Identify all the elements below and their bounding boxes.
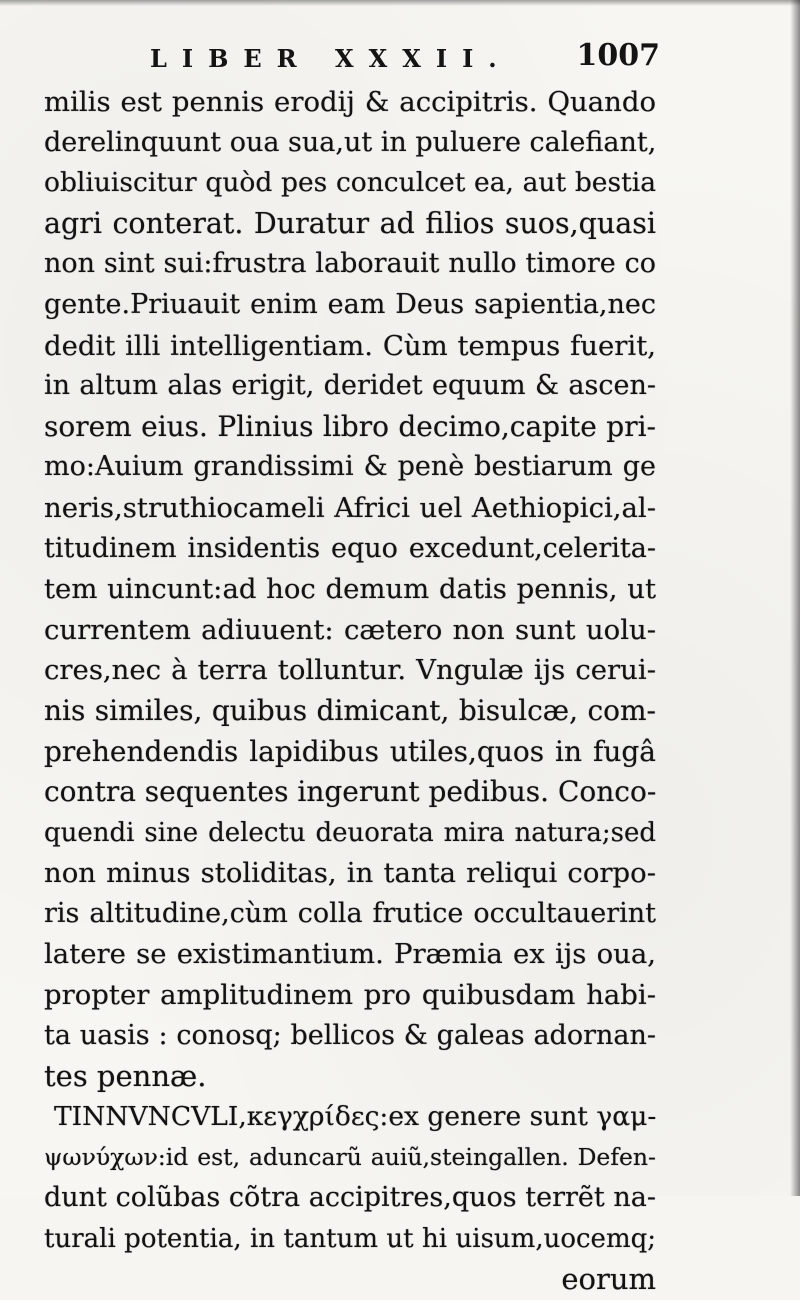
body-text (44, 82, 656, 1300)
text-line: mo:Auium grandissimi & penè bestiarum ge (44, 451, 656, 483)
text-line: ta uasis : conosq; bellicos & galeas adornan- (44, 1019, 656, 1051)
text-line: TINNVNCVLI,κεγχρίδες:ex genere sunt γαμ- (54, 1100, 656, 1132)
page-number: 1007 (576, 38, 660, 73)
text-line: latere se existimantium. Præmia ex ijs oua, (44, 938, 656, 971)
page-edge-shadow (790, 0, 800, 1196)
text-line: cres,nec à terra tolluntur. Vngulæ ijs cerui- (44, 654, 656, 687)
text-line: propter amplitudinem pro quibusdam habi- (44, 979, 656, 1012)
text-line: ris altitudine,cùm colla frutice occultauerint (44, 897, 656, 929)
text-line: prehendendis lapidibus utiles,quos in fugâ (44, 734, 656, 768)
text-line: contra sequentes ingerunt pedibus. Conco- (44, 775, 656, 809)
text-line: neris,struthiocameli Africi uel Aethiopici,al- (44, 491, 656, 524)
running-head: LIBER XXXII. (150, 44, 512, 73)
page-top-shadow (0, 0, 800, 6)
text-line: agri conterat. Duratur ad filios suos,quasi (44, 206, 656, 240)
text-line: turali potentia, in tantum ut hi uisum,uocemq; (44, 1223, 656, 1254)
text-line: sorem eius. Plinius libro decimo,capite pri- (44, 409, 656, 443)
text-line: ψωνύχων:id est, aduncarũ auiũ,steingallen. Defen- (44, 1143, 656, 1172)
text-line: non minus stoliditas, in tanta reliqui corpo- (44, 857, 656, 890)
text-line: tem uincunt:ad hoc demum datis pennis, ut (44, 573, 656, 606)
text-line: dunt colũbas cõtra accipitres,quos terrẽt na- (44, 1182, 656, 1214)
text-line: currentem adiuuent: cætero non sunt uolu- (44, 613, 656, 646)
text-line: titudinem insidentis equo excedunt,celerita- (44, 532, 656, 564)
text-line: quendi sine delectu deuorata mira natura;sed (44, 817, 656, 848)
text-line: non sint sui:frustra laborauit nullo timore co (44, 248, 656, 280)
catchword: eorum (561, 1262, 656, 1297)
text-line: nis similes, quibus dimicant, bisulcæ, com- (44, 693, 656, 727)
text-line: in altum alas erigit, deridet equum & ascen- (44, 370, 656, 402)
text-line: gente.Priuauit enim eam Deus sapientia,nec (44, 288, 656, 320)
text-line: dedit illi intelligentiam. Cùm tempus fuerit, (44, 329, 656, 362)
text-line: obliuiscitur quòd pes conculcet ea, aut bestia (44, 167, 656, 199)
paragraph-end-line: tes pennæ. (44, 1059, 207, 1094)
text-line: derelinquunt oua sua,ut in puluere calefiant, (44, 126, 656, 158)
text-line: milis est pennis erodij & accipitris. Quando (44, 86, 656, 118)
page-header (150, 38, 660, 78)
